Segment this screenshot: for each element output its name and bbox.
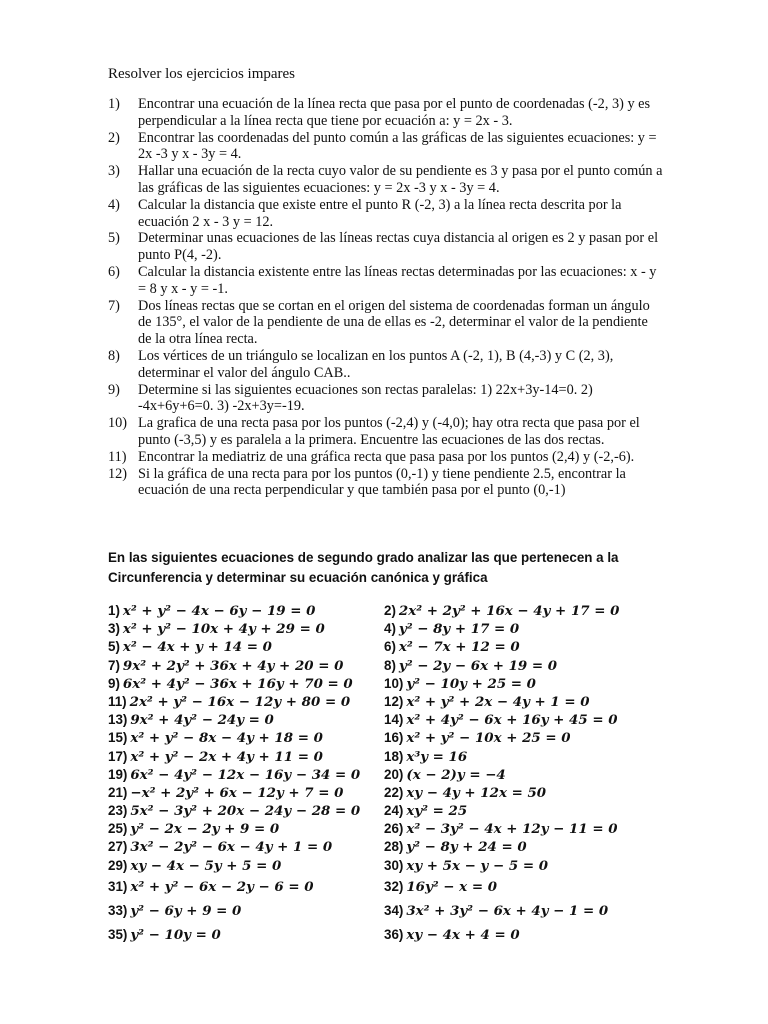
exercise-number: 11) (108, 448, 127, 465)
equation-expression: 2x² + 2y² + 16x − 4y + 17 = 0 (398, 603, 620, 619)
equation-item (108, 899, 384, 923)
equation-expression: x³y = 16 (406, 748, 468, 765)
equation-item (108, 693, 384, 711)
equation-expression: xy² = 25 (406, 803, 468, 820)
equation-item (384, 729, 660, 747)
exercise-number: 5) (108, 230, 120, 247)
equation-row (108, 729, 668, 747)
equation-number: 18) (384, 748, 404, 764)
equation-grid (108, 602, 668, 947)
equation-number: 26) (384, 821, 404, 837)
exercise-number: 6) (108, 263, 120, 280)
equation-number: 1) (108, 603, 120, 618)
equation-expression: x² + y² − 8x − 4y + 18 = 0 (130, 730, 323, 747)
equation-row (108, 784, 668, 802)
equation-number: 21) (108, 784, 128, 800)
exercise-item (108, 163, 663, 197)
equation-item (108, 857, 384, 875)
exercise-item (108, 449, 663, 466)
equation-item (384, 711, 660, 729)
equation-expression: 16y² − x = 0 (406, 878, 498, 895)
exercise-number: 9) (108, 381, 120, 398)
equation-number: 16) (384, 730, 404, 746)
equation-row (108, 875, 668, 899)
equation-row (108, 838, 668, 856)
equation-item (384, 820, 660, 838)
equation-row (108, 675, 668, 693)
equation-expression: 6x² − 4y² − 12x − 16y − 34 = 0 (130, 766, 361, 783)
equation-item (384, 899, 660, 923)
equation-expression: x² − 7x + 12 = 0 (398, 639, 520, 656)
equation-expression: xy − 4x + 4 = 0 (406, 926, 520, 943)
exercise-item (108, 298, 663, 348)
equation-item (384, 675, 660, 693)
equation-expression: 2x² + y² − 16x − 12y + 80 = 0 (129, 693, 351, 710)
equation-expression: x² + y² − 6x − 2y − 6 = 0 (130, 878, 314, 895)
exercise-number: 3) (108, 163, 120, 180)
equation-number: 9) (108, 675, 120, 691)
equation-item (384, 638, 660, 656)
equation-item (384, 693, 660, 711)
equation-row (108, 693, 668, 711)
exercise-item (108, 382, 663, 416)
exercise-item (108, 415, 663, 449)
equation-number: 22) (384, 784, 404, 800)
exercise-number: 1) (108, 96, 120, 112)
exercise-text: Dos líneas rectas que se cortan en el origen del sistema de coordenadas forman un ángulo de 135°, el valor de la pendiente de una de ellas es -2, determinar el valor de la pendiente de la otra línea recta. (138, 297, 650, 348)
equation-number: 33) (108, 902, 128, 918)
equation-expression: x² + y² − 10x + 4y + 29 = 0 (122, 621, 325, 638)
equation-number: 36) (384, 926, 404, 942)
equation-row (108, 923, 668, 947)
equation-number: 27) (108, 839, 128, 855)
equation-expression: xy − 4x − 5y + 5 = 0 (130, 857, 282, 874)
equation-item (108, 838, 384, 856)
equation-expression: y² − 10y = 0 (130, 926, 221, 943)
equation-expression: xy − 4y + 12x = 50 (406, 784, 547, 801)
equation-number: 2) (384, 603, 396, 618)
equation-number: 12) (384, 693, 404, 709)
equation-expression: 3x² − 2y² − 6x − 4y + 1 = 0 (130, 839, 333, 856)
equation-number: 17) (108, 748, 128, 764)
equation-row (108, 657, 668, 675)
equation-expression: y² − 2x − 2y + 9 = 0 (130, 821, 280, 838)
equation-expression: x² + y² + 2x − 4y + 1 = 0 (406, 693, 590, 710)
exercise-number: 12) (108, 465, 128, 482)
exercise-item (108, 230, 663, 264)
equation-item (108, 820, 384, 838)
equation-number: 30) (384, 857, 404, 873)
exercise-number: 7) (108, 297, 120, 314)
equation-expression: 9x² + 4y² − 24y = 0 (130, 712, 274, 729)
equation-number: 11) (108, 693, 127, 709)
equation-item (108, 748, 384, 766)
exercise-item (108, 197, 663, 231)
equation-number: 15) (108, 730, 128, 746)
equation-number: 29) (108, 857, 128, 873)
equation-number: 4) (384, 621, 396, 637)
equation-row (108, 802, 668, 820)
equation-number: 7) (108, 657, 120, 673)
equation-number: 25) (108, 821, 128, 837)
equation-expression: 3x² + 3y² − 6x + 4y − 1 = 0 (406, 902, 609, 919)
equation-number: 23) (108, 803, 128, 819)
equation-item (108, 923, 384, 947)
exercise-heading: Resolver los ejercicios impares (108, 66, 296, 82)
exercise-number: 4) (108, 196, 120, 213)
exercise-item (108, 96, 663, 130)
equation-expression: (x − 2)y = −4 (406, 766, 506, 783)
equation-row (108, 711, 668, 729)
equation-number: 24) (384, 803, 404, 819)
equation-expression: x² + y² − 2x + 4y + 11 = 0 (130, 748, 323, 765)
equation-number: 32) (384, 878, 404, 894)
equation-number: 13) (108, 712, 128, 728)
equation-row (108, 748, 668, 766)
equation-expression: x² − 3y² − 4x + 12y − 11 = 0 (406, 821, 618, 838)
equation-expression: y² − 8y + 17 = 0 (398, 621, 520, 638)
equation-item (384, 657, 660, 675)
equation-item (108, 638, 384, 656)
equation-expression: x² + y² − 10x + 25 = 0 (406, 730, 571, 747)
equation-item (108, 766, 384, 784)
exercise-text: Encontrar las coordenadas del punto común a las gráficas de las siguientes ecuaciones: y = 2x -3 y x - 3y = 4. (138, 129, 657, 163)
equations-heading: En las siguientes ecuaciones de segundo grado analizar las que pertenecen a la Circunferencia y determinar su ecuación canónica y gráfica (108, 550, 619, 585)
equation-item (384, 875, 660, 899)
exercise-list (108, 96, 663, 499)
equation-item (384, 748, 660, 766)
equation-number: 3) (108, 621, 120, 637)
exercise-item (108, 348, 663, 382)
exercise-number: 10) (108, 415, 128, 432)
equation-item (108, 711, 384, 729)
exercise-text: Hallar una ecuación de la recta cuyo valor de su pendiente es 3 y pasa por el punto común a las gráficas de las siguientes ecuaciones: y = 2x -3 y x - 3y = 4. (138, 163, 663, 196)
equation-expression: 5x² − 3y² + 20x − 24y − 28 = 0 (130, 803, 361, 820)
equation-item (384, 602, 660, 620)
equation-expression: y² − 8y + 24 = 0 (406, 839, 527, 856)
equation-item (384, 802, 660, 820)
exercise-text: La grafica de una recta pasa por los puntos (-2,4) y (-4,0); hay otra recta que pasa por el punto (-3,5) y es paralela a la primera. Encuentre las ecuaciones de las dos rectas. (138, 415, 640, 448)
equation-row (108, 820, 668, 838)
equation-number: 5) (108, 639, 120, 655)
equation-expression: xy + 5x − y − 5 = 0 (406, 857, 549, 874)
equation-number: 35) (108, 926, 128, 942)
equation-row (108, 899, 668, 923)
equation-number: 31) (108, 878, 128, 894)
equation-expression: y² − 10y + 25 = 0 (406, 675, 537, 692)
equation-item (108, 620, 384, 638)
equation-item (384, 857, 660, 875)
equation-item (384, 784, 660, 802)
equation-number: 10) (384, 675, 404, 691)
equation-expression: −x² + 2y² + 6x − 12y + 7 = 0 (130, 784, 344, 801)
exercise-text: Calcular la distancia que existe entre el punto R (-2, 3) a la línea recta descrita por la ecuación 2 x - 3 y = 12. (138, 196, 622, 230)
exercise-text: Determine si las siguientes ecuaciones son rectas paralelas: 1) 22x+3y-14=0. 2) -4x+6y+6=0. 3) -2x+3y=-19. (138, 381, 593, 415)
equation-number: 19) (108, 766, 128, 782)
equation-number: 20) (384, 766, 404, 782)
equation-number: 28) (384, 839, 404, 855)
exercise-text: Calcular la distancia existente entre las líneas rectas determinadas por las ecuaciones: x - y = 8 y x - y = -1. (138, 263, 657, 297)
equation-number: 14) (384, 712, 404, 728)
equation-item (108, 602, 384, 620)
equation-row (108, 620, 668, 638)
equation-row (108, 857, 668, 875)
exercise-text: Los vértices de un triángulo se localizan en los puntos A (-2, 1), B (4,-3) y C (2, 3), determinar el valor del ángulo CAB.. (138, 347, 614, 381)
equation-item (108, 875, 384, 899)
exercise-number: 2) (108, 129, 120, 146)
equation-expression: 6x² + 4y² − 36x + 16y + 70 = 0 (122, 675, 353, 692)
equation-number: 34) (384, 902, 404, 918)
equation-row (108, 638, 668, 656)
equation-number: 8) (384, 657, 396, 673)
equation-item (108, 729, 384, 747)
equation-item (108, 802, 384, 820)
equation-item (108, 784, 384, 802)
exercise-item (108, 264, 663, 298)
exercise-text: Encontrar una ecuación de la línea recta que pasa por el punto de coordenadas (-2, 3) y es perpendicular a la línea recta que tiene por ecuación a: y = 2x - 3. (138, 96, 651, 129)
exercise-item (108, 466, 663, 500)
equation-item (384, 923, 660, 947)
equation-expression: x² + 4y² − 6x + 16y + 45 = 0 (406, 712, 618, 729)
equation-item (108, 675, 384, 693)
exercise-number: 8) (108, 347, 120, 364)
equation-item (384, 838, 660, 856)
exercise-text: Si la gráfica de una recta para por los puntos (0,-1) y tiene pendiente 2.5, encontrar la ecuación de una recta perpendicular y que también pasa por el punto (0,-1) (138, 465, 626, 499)
equation-expression: 9x² + 2y² + 36x + 4y + 20 = 0 (122, 657, 344, 674)
exercise-text: Encontrar la mediatriz de una gráfica recta que pasa pasa por los puntos (2,4) y (-2,-6). (138, 448, 635, 465)
equation-row (108, 602, 668, 620)
equation-expression: y² − 6y + 9 = 0 (130, 902, 242, 919)
equation-number: 6) (384, 639, 396, 655)
equation-expression: x² − 4x + y + 14 = 0 (122, 639, 272, 656)
equation-item (384, 620, 660, 638)
equation-expression: y² − 2y − 6x + 19 = 0 (398, 657, 558, 674)
equation-item (384, 766, 660, 784)
equation-expression: x² + y² − 4x − 6y − 19 = 0 (122, 603, 316, 619)
equation-row (108, 766, 668, 784)
exercise-text: Determinar unas ecuaciones de las líneas rectas cuya distancia al origen es 2 y pasan por el punto P(4, -2). (138, 230, 659, 264)
exercise-item (108, 130, 663, 164)
equation-item (108, 657, 384, 675)
